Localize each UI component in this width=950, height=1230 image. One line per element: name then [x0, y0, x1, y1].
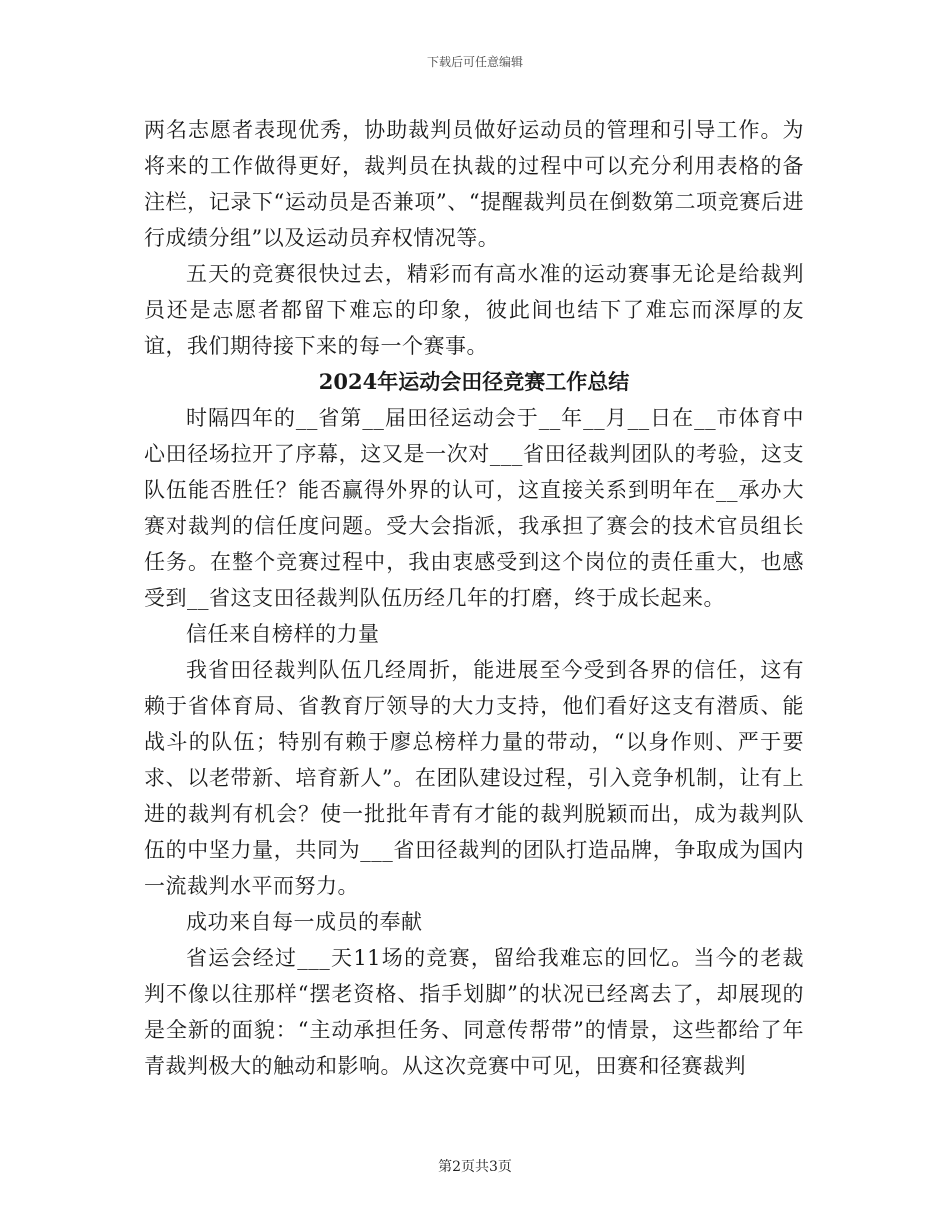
paragraph-intro: 时隔四年的__省第__届田径运动会于__年__月__日在__市体育中心田径场拉开了序幕，这又是一次对___省田径裁判团队的考验，这支队伍能否胜任？能否赢得外界的认可，这直接关系到明年在__承办大赛对裁判的信任度问题。受大会指派，我承担了赛会的技术官员组长任务。在整个竞赛过程中，我由衷感受到这个岗位的责任重大，也感受到__省这支田径裁判队伍历经几年的打磨，终于成长起来。 — [144, 406, 804, 610]
paragraph-five-days: 五天的竞赛很快过去，精彩而有高水准的运动赛事无论是给裁判员还是志愿者都留下难忘的印象，彼此间也结下了难忘而深厚的友谊，我们期待接下来的每一个赛事。 — [144, 262, 804, 358]
document-body — [144, 112, 804, 1084]
page-number: 第2页共3页 — [438, 1159, 512, 1175]
section-title: 2024年运动会田径竞赛工作总结 — [318, 369, 630, 394]
paragraph-trust: 我省田径裁判队伍几经周折，能进展至今受到各界的信任，这有赖于省体育局、省教育厅领导的大力支持，他们看好这支有潜质、能战斗的队伍；特别有赖于廖总榜样力量的带动，“以身作则、严于要求、以老带新、培育新人”。在团队建设过程，引入竞争机制，让有上进的裁判有机会？使一批批年青有才能的裁判脱颖而出，成为裁判队伍的中坚力量，共同为___省田径裁判的团队打造品牌，争取成为国内一流裁判水平而努力。 — [144, 658, 804, 898]
subheading-trust: 信任来自榜样的力量 — [186, 622, 380, 646]
subheading-success: 成功来自每一成员的奉献 — [186, 910, 423, 934]
paragraph-success: 省运会经过___天11场的竞赛，留给我难忘的回忆。当今的老裁判不像以往那样“摆老资格、指手划脚”的状况已经离去了，却展现的是全新的面貌：“主动承担任务、同意传帮带”的情景，这些都给了年青裁判极大的触动和影响。从这次竞赛中可见，田赛和径赛裁判 — [144, 946, 804, 1078]
page-header-note: 下载后可任意编辑 — [426, 55, 523, 69]
paragraph-volunteers: 两名志愿者表现优秀，协助裁判员做好运动员的管理和引导工作。为将来的工作做得更好，裁判员在执裁的过程中可以充分利用表格的备注栏，记录下“运动员是否兼项”、“提醒裁判员在倒数第二项竞赛后进行成绩分组”以及运动员弃权情况等。 — [144, 118, 804, 250]
